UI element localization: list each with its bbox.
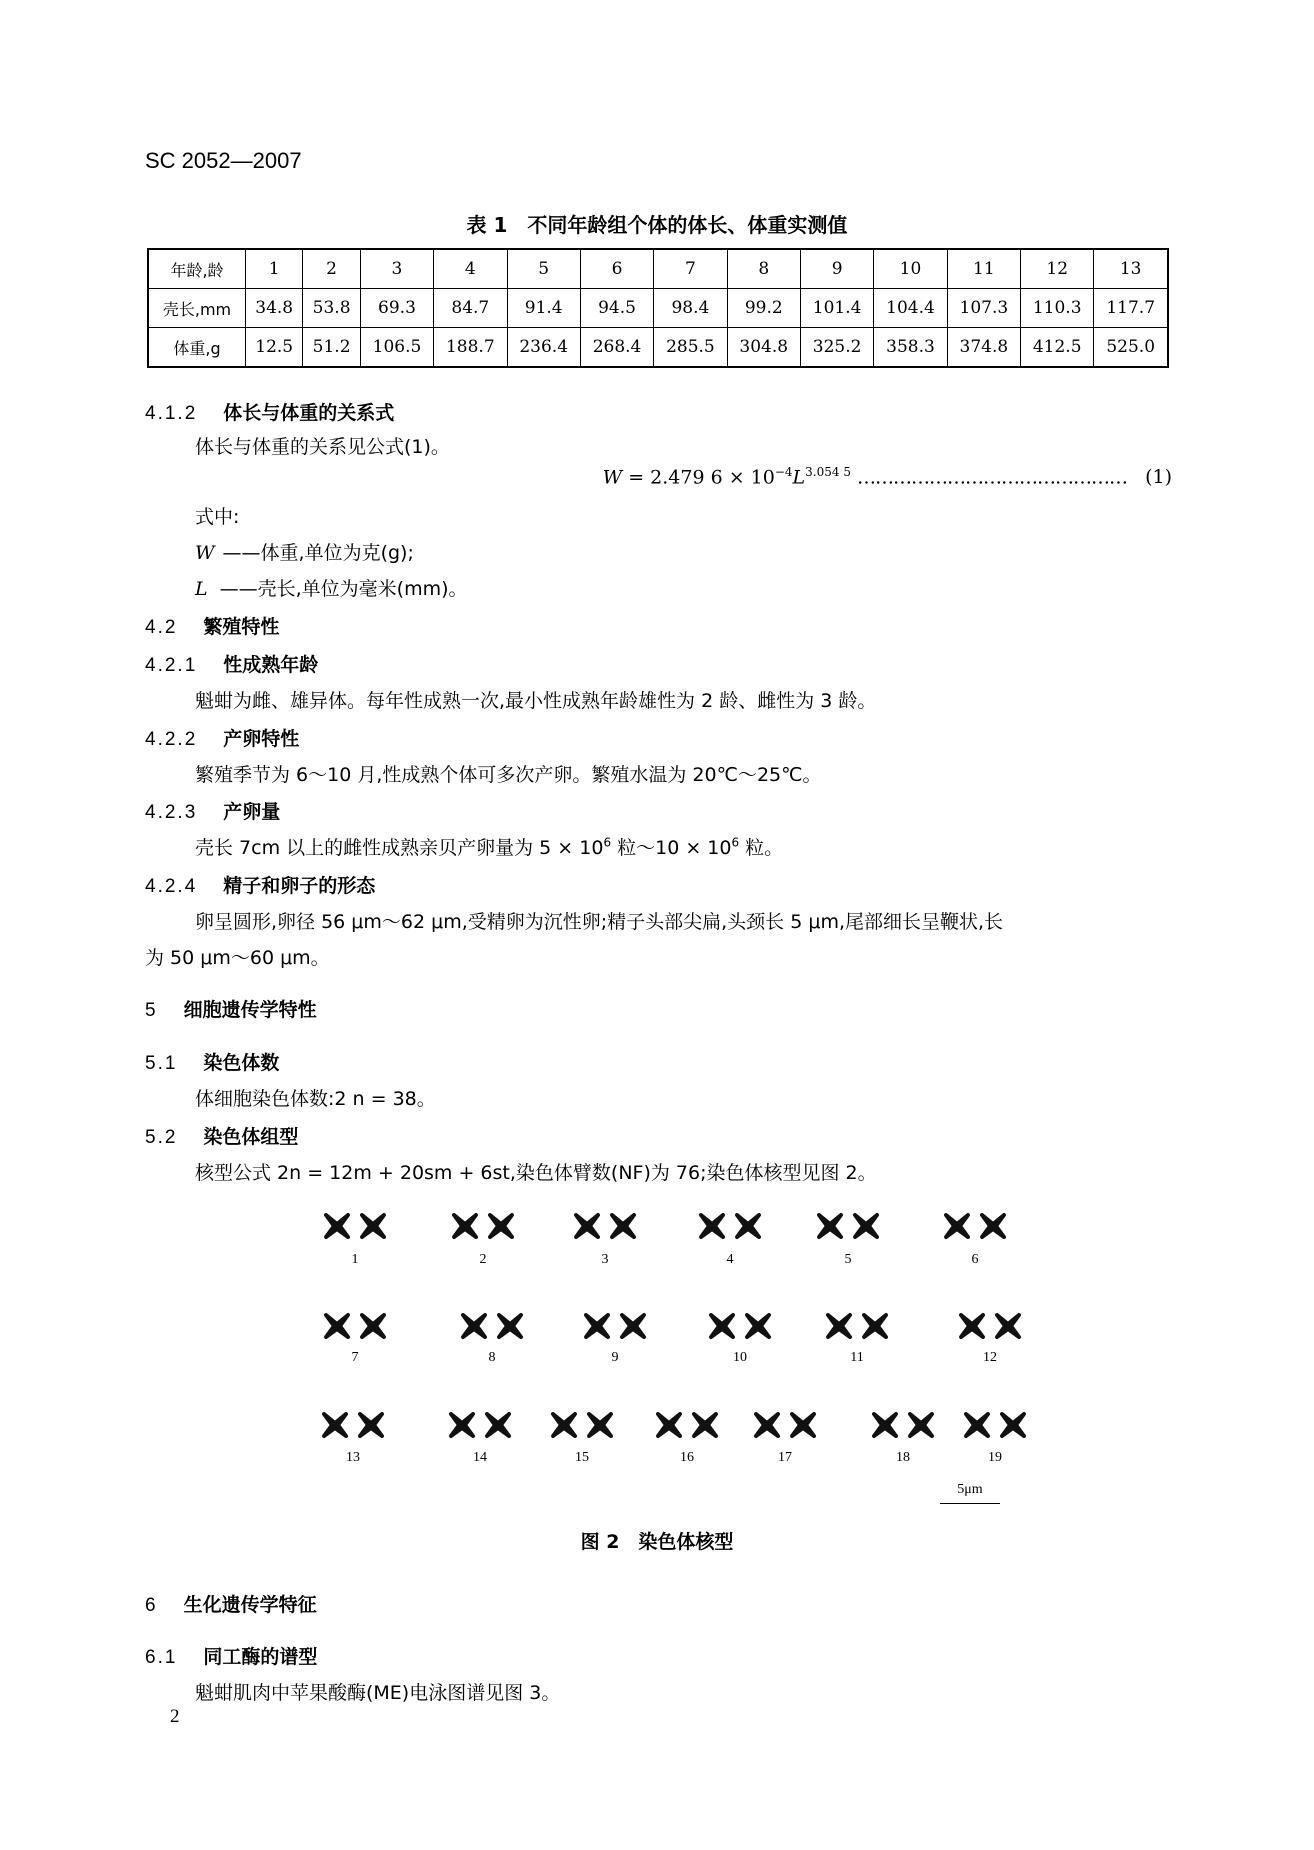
chromosome-label: 15: [575, 1450, 589, 1465]
chromosome-pair: [586, 1315, 644, 1337]
where-l: L ——壳长,单位为毫米(mm)。: [195, 578, 468, 600]
chromosome-pair: [553, 1414, 611, 1436]
chromosome: [658, 1414, 680, 1436]
section-4-2-heading: 4.2 繁殖特性: [145, 616, 280, 638]
row-label: 年龄,龄: [148, 249, 246, 289]
formula-lhs: W: [602, 466, 623, 489]
section-5-1-text: 体细胞染色体数:2 n = 38。: [195, 1088, 436, 1110]
chromosome-label: 9: [611, 1350, 619, 1365]
table-cell: 6: [580, 249, 653, 289]
formula-number: (1): [1145, 466, 1172, 489]
formula-coef: = 2.479 6 × 10: [628, 466, 775, 489]
chromosome-pair: [576, 1215, 634, 1237]
table-cell: 34.8: [246, 289, 303, 328]
chromosome-pair: [946, 1215, 1004, 1237]
section-4-2-4-line1: 卵呈圆形,卵径 56 μm～62 μm,受精卵为沉性卵;精子头部尖扁,头颈长 5 μm,尾部细长呈鞭状,长: [195, 911, 1004, 933]
section-5-heading: 5 细胞遗传学特性: [145, 999, 317, 1021]
chromosome-label: 6: [971, 1252, 979, 1267]
section-4-2-3-heading: 4.2.3 产卵量: [145, 801, 281, 823]
row-label: 体重,g: [148, 328, 246, 368]
chromosome: [864, 1315, 886, 1337]
table-cell: 107.3: [947, 289, 1020, 328]
table-cell: 4: [434, 249, 507, 289]
section-6-1-text: 魁蚶肌肉中苹果酸酶(ME)电泳图谱见图 3。: [195, 1682, 561, 1704]
chromosome-pair: [874, 1414, 932, 1436]
table-cell: 106.5: [360, 328, 433, 368]
chromosome: [326, 1215, 348, 1237]
chromosome: [946, 1215, 968, 1237]
table-cell: 412.5: [1021, 328, 1094, 368]
row-label: 壳长,mm: [148, 289, 246, 328]
chromosome: [576, 1215, 598, 1237]
chromosome: [586, 1315, 608, 1337]
chromosome: [828, 1315, 850, 1337]
table-cell: 525.0: [1094, 328, 1168, 368]
chromosome: [961, 1315, 983, 1337]
page-number: 2: [170, 1706, 180, 1727]
chromosome: [997, 1315, 1019, 1337]
table-cell: 10: [874, 249, 947, 289]
chromosome-pair: [828, 1315, 886, 1337]
chromosome-pair: [324, 1414, 382, 1436]
chromosome-pair: [326, 1215, 384, 1237]
scale-bar-label: 5μm: [957, 1482, 983, 1497]
table-cell: 188.7: [434, 328, 507, 368]
chromosome: [490, 1215, 512, 1237]
chromosome: [362, 1315, 384, 1337]
figure-2-caption: 图 2 染色体核型: [580, 1531, 734, 1553]
section-4-2-1-text: 魁蚶为雌、雄异体。每年性成熟一次,最小性成熟年龄雄性为 2 龄、雌性为 3 龄。: [195, 690, 877, 712]
chromosome-pair: [819, 1215, 877, 1237]
table-cell: 84.7: [434, 289, 507, 328]
chromosome: [982, 1215, 1004, 1237]
table-cell: 304.8: [727, 328, 800, 368]
table-cell: 12.5: [246, 328, 303, 368]
chromosome-label: 11: [850, 1350, 864, 1365]
chromosome-label: 13: [346, 1450, 360, 1465]
chromosome-label: 18: [896, 1450, 910, 1465]
chromosome-label: 2: [479, 1252, 487, 1267]
chromosome-pair: [711, 1315, 769, 1337]
standard-number: SC 2052—2007: [145, 148, 302, 173]
chromosome: [701, 1215, 723, 1237]
chromosome: [360, 1414, 382, 1436]
chromosome-pair: [454, 1215, 512, 1237]
table-cell: 117.7: [1094, 289, 1168, 328]
table-cell: 91.4: [507, 289, 580, 328]
chromosome: [819, 1215, 841, 1237]
section-4-2-2-text: 繁殖季节为 6～10 月,性成熟个体可多次产卵。繁殖水温为 20℃～25℃。: [195, 764, 822, 786]
table-cell: 110.3: [1021, 289, 1094, 328]
chromosome-pair: [701, 1215, 759, 1237]
table-cell: 8: [727, 249, 800, 289]
table-cell: 104.4: [874, 289, 947, 328]
chromosome: [326, 1315, 348, 1337]
table-cell: 53.8: [303, 289, 360, 328]
chromosome-label: 14: [473, 1450, 487, 1465]
chromosome: [747, 1315, 769, 1337]
formula-exp1: −4: [774, 465, 793, 479]
chromosome: [451, 1414, 473, 1436]
chromosome-pair: [658, 1414, 716, 1436]
section-4-2-2-heading: 4.2.2 产卵特性: [145, 728, 300, 750]
table-cell: 374.8: [947, 328, 1020, 368]
table-cell: 51.2: [303, 328, 360, 368]
section-4-1-2-heading: 4.1.2 体长与体重的关系式: [145, 402, 395, 424]
where-label: 式中:: [195, 506, 240, 528]
chromosome: [737, 1215, 759, 1237]
chromosome-label: 3: [601, 1252, 609, 1267]
chromosome: [589, 1414, 611, 1436]
formula-dots: ………………………………………: [857, 466, 1128, 489]
chromosome-label: 10: [733, 1350, 747, 1365]
chromosome: [463, 1315, 485, 1337]
chromosome: [454, 1215, 476, 1237]
chromosome-label: 8: [488, 1350, 496, 1365]
chromosome: [694, 1414, 716, 1436]
chromosome: [874, 1414, 896, 1436]
chromosome: [622, 1315, 644, 1337]
chromosome: [855, 1215, 877, 1237]
table-cell: 358.3: [874, 328, 947, 368]
table-cell: 3: [360, 249, 433, 289]
chromosome-label: 4: [726, 1252, 734, 1267]
formula-var: L: [792, 466, 806, 489]
table-cell: 5: [507, 249, 580, 289]
section-4-2-4-line2: 为 50 μm～60 μm。: [145, 947, 330, 969]
chromosome: [324, 1414, 346, 1436]
table-cell: 99.2: [727, 289, 800, 328]
section-4-2-4-heading: 4.2.4 精子和卵子的形态: [145, 875, 376, 897]
chromosome: [553, 1414, 575, 1436]
section-4-2-1-heading: 4.2.1 性成熟年龄: [145, 654, 319, 676]
where-w: W ——体重,单位为克(g);: [195, 542, 414, 564]
chromosome: [792, 1414, 814, 1436]
chromosome: [487, 1414, 509, 1436]
chromosome-pair: [326, 1315, 384, 1337]
table-cell: 13: [1094, 249, 1168, 289]
chromosome: [711, 1315, 733, 1337]
table-cell: 94.5: [580, 289, 653, 328]
table-cell: 325.2: [800, 328, 873, 368]
section-5-1-heading: 5.1 染色体数: [145, 1052, 280, 1074]
chromosome: [362, 1215, 384, 1237]
chromosome-label: 7: [351, 1350, 359, 1365]
table-cell: 285.5: [654, 328, 727, 368]
chromosome: [612, 1215, 634, 1237]
chromosome: [966, 1414, 988, 1436]
chromosome-label: 5: [844, 1252, 852, 1267]
section-5-2-heading: 5.2 染色体组型: [145, 1126, 299, 1148]
table-cell: 98.4: [654, 289, 727, 328]
section-4-1-2-text: 体长与体重的关系见公式(1)。: [195, 436, 450, 458]
chromosome-pair: [463, 1315, 521, 1337]
section-4-2-3-text: 壳长 7cm 以上的雌性成熟亲贝产卵量为 $5 \times 10^6$ 粒～10 × $10^6$ 粒。: [195, 835, 784, 859]
chromosome-pair: [451, 1414, 509, 1436]
chromosome: [499, 1315, 521, 1337]
formula-exp2: 3.054 5: [805, 465, 851, 479]
chromosome-label: 17: [778, 1450, 792, 1465]
section-6-heading: 6 生化遗传学特征: [145, 1594, 317, 1616]
table-cell: 101.4: [800, 289, 873, 328]
table-cell: 2: [303, 249, 360, 289]
chromosome-label: 16: [680, 1450, 694, 1465]
table-cell: 11: [947, 249, 1020, 289]
section-6-1-heading: 6.1 同工酶的谱型: [145, 1646, 318, 1668]
table-cell: 236.4: [507, 328, 580, 368]
chromosome-label: 19: [988, 1450, 1002, 1465]
scale-bar: [940, 1503, 1000, 1504]
table-title: 表 1 不同年龄组个体的体长、体重实测值: [466, 213, 848, 237]
table-cell: 9: [800, 249, 873, 289]
table-cell: 12: [1021, 249, 1094, 289]
chromosome: [756, 1414, 778, 1436]
chromosome: [1002, 1414, 1024, 1436]
table-cell: 1: [246, 249, 303, 289]
chromosome-pair: [966, 1414, 1024, 1436]
table-cell: 268.4: [580, 328, 653, 368]
chromosome-label: 12: [983, 1350, 997, 1365]
chromosome-label: 1: [351, 1252, 359, 1267]
chromosome: [910, 1414, 932, 1436]
table-cell: 7: [654, 249, 727, 289]
chromosome-pair: [756, 1414, 814, 1436]
chromosome-pair: [961, 1315, 1019, 1337]
section-5-2-text: 核型公式 2n = 12m + 20sm + 6st,染色体臂数(NF)为 76;染色体核型见图 2。: [195, 1162, 877, 1184]
table-cell: 69.3: [360, 289, 433, 328]
